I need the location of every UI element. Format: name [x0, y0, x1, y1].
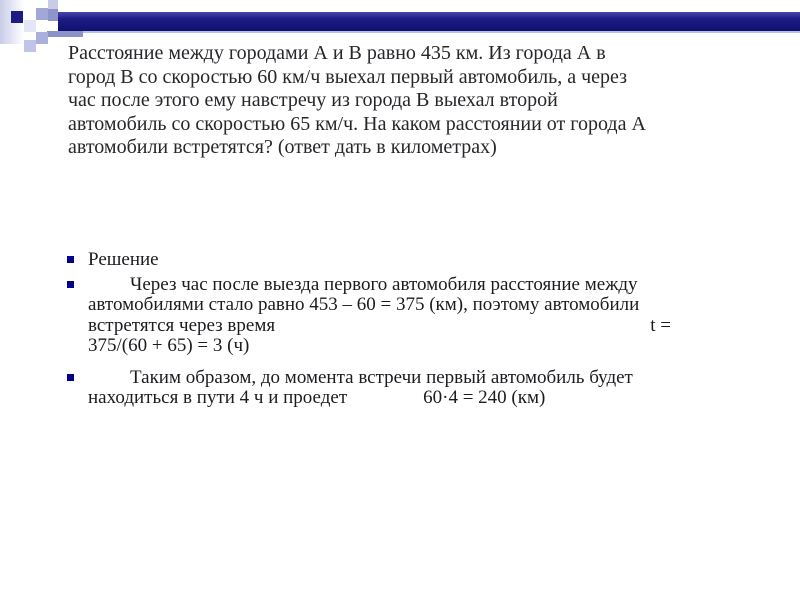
- spacer: [347, 388, 423, 409]
- step2-line-left: находиться в пути 4 ч и проедет: [88, 387, 348, 408]
- deco-square: [24, 20, 36, 32]
- step1-line: Через час после выезда первого автомобиля расстояние между: [130, 273, 638, 295]
- header-bar: [58, 12, 800, 31]
- title-line: час после этого ему навстречу из города В выехал второй: [68, 89, 558, 111]
- bullet-item-step1: [67, 275, 719, 357]
- deco-square: [36, 32, 48, 44]
- formula-distance: 60·4 = 240 (км): [423, 387, 546, 408]
- deco-square: [48, 0, 58, 9]
- bullet-square-icon: [67, 256, 74, 263]
- title-line: город В со скоростью 60 км/ч выехал первый автомобиль, а через: [68, 65, 628, 88]
- step1-line-left: встретятся через время: [88, 314, 276, 336]
- step1-line: автомобилями стало равно 453 – 60 = 375 (км), поэтому автомобили: [88, 294, 640, 315]
- formula-time: 375/(60 + 65) = 3 (ч): [88, 335, 250, 356]
- solution-heading: Решение: [88, 249, 159, 270]
- title-line: автомобиль со скоростью 65 км/ч. На каком расстоянии от города А: [68, 112, 646, 135]
- slide-title: [68, 42, 733, 160]
- formula-t-equals: t =: [650, 314, 671, 336]
- bullet-square-icon: [67, 374, 74, 381]
- bullet-item-solution-heading: [67, 250, 719, 271]
- title-line: Расстояние между городами А и В равно 435 км. Из города А в: [68, 42, 606, 64]
- bullet-square-icon: [67, 281, 74, 288]
- deco-square-navy: [11, 11, 23, 23]
- step2-line: Таким образом, до момента встречи первый автомобиль будет: [130, 366, 633, 388]
- bullet-item-step2: [67, 368, 719, 409]
- slide-body: [67, 250, 719, 413]
- deco-square: [48, 9, 58, 21]
- title-line: автомобили встретятся? (ответ дать в километрах): [68, 136, 497, 158]
- step1-line: [88, 316, 719, 337]
- deco-square: [24, 40, 36, 52]
- deco-square: [36, 8, 48, 20]
- step2-line: [88, 388, 719, 409]
- header-bar-underline: [58, 31, 800, 33]
- header-bar-stub: [47, 31, 83, 37]
